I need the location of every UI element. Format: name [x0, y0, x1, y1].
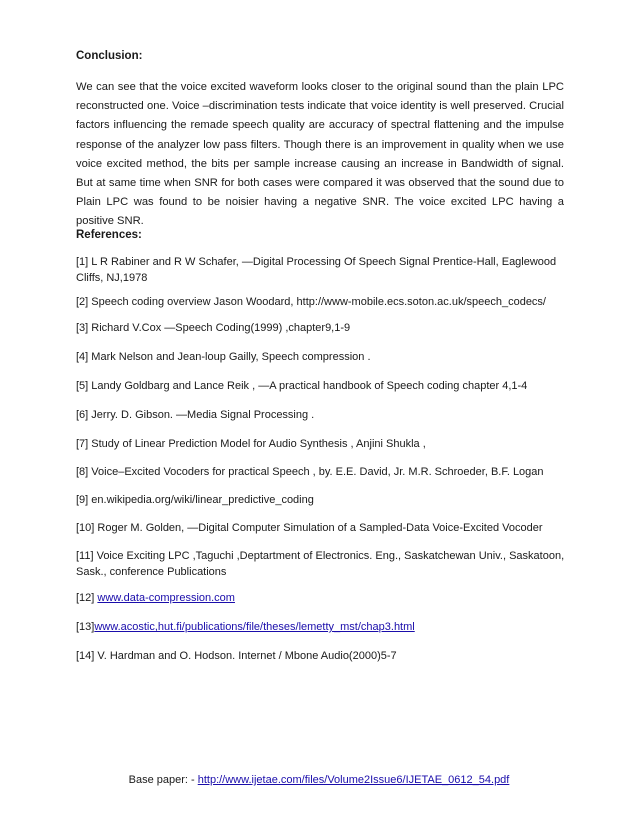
reference-item-5: [5] Landy Goldbarg and Lance Reik , —A practical handbook of Speech coding chapter 4,1-4: [76, 380, 528, 392]
references-heading: References:: [76, 229, 142, 241]
reference-number: [13]: [76, 621, 95, 633]
footer-link[interactable]: http://www.ijetae.com/files/Volume2Issue6/IJETAE_0612_54.pdf: [197, 774, 510, 786]
reference-item-6: [6] Jerry. D. Gibson. —Media Signal Processing .: [76, 409, 315, 421]
conclusion-heading: Conclusion:: [76, 50, 143, 62]
reference-link[interactable]: www.acostic,hut.fi/publications/file/theses/lemetty_mst/chap3.html: [94, 621, 415, 633]
page-footer: [0, 774, 638, 786]
reference-item-1: [1] L R Rabiner and R W Schafer, —Digital Processing Of Speech Signal Prentice-Hall, Eaglewood Cliffs, NJ,1978: [76, 256, 557, 284]
reference-item-11: [11] Voice Exciting LPC ,Taguchi ,Deptartment of Electronics. Eng., Saskatchewan Univ., Saskatoon, Sask., conference Publications: [76, 550, 565, 578]
reference-item-9: [9] en.wikipedia.org/wiki/linear_predictive_coding: [76, 494, 314, 506]
reference-item-7: [7] Study of Linear Prediction Model for Audio Synthesis , Anjini Shukla ,: [76, 438, 426, 450]
reference-item-10: [10] Roger M. Golden, —Digital Computer Simulation of a Sampled-Data Voice-Excited Vocoder: [76, 522, 543, 534]
reference-item-13: [76, 619, 566, 635]
conclusion-paragraph: We can see that the voice excited waveform looks closer to the original sound than the plain LPC reconstructed one. Voice –discrimination tests indicate that voice identity is well preserved. Crucial factors influencing the remade speech quality are accuracy of spectral flattening and the impulse response of the analyzer low pass filters. Though there is an improvement in quality when we use voice excited method, the bits per sample increase causing an increase in Bandwidth of signal. But at same time when SNR for both cases were compared it was observed that the sound due to Plain LPC was found to be noisier having a negative SNR. The voice excited LPC having a positive SNR.: [76, 81, 564, 228]
reference-item-8: [8] Voice–Excited Vocoders for practical Speech , by. E.E. David, Jr. M.R. Schroeder, B.F. Logan: [76, 466, 544, 478]
reference-item-12: [76, 590, 566, 606]
reference-link[interactable]: www.data-compression.com: [97, 592, 235, 604]
reference-item-3: [3] Richard V.Cox —Speech Coding(1999) ,chapter9,1-9: [76, 322, 351, 334]
reference-number: [12]: [76, 592, 98, 604]
reference-item-2: [2] Speech coding overview Jason Woodard, http://www-mobile.ecs.soton.ac.uk/speech_codecs/: [76, 296, 546, 308]
reference-item-14: [14] V. Hardman and O. Hodson. Internet / Mbone Audio(2000)5-7: [76, 650, 397, 662]
footer-label: Base paper: -: [128, 774, 198, 786]
reference-item-4: [4] Mark Nelson and Jean-loup Gailly, Speech compression .: [76, 351, 371, 363]
